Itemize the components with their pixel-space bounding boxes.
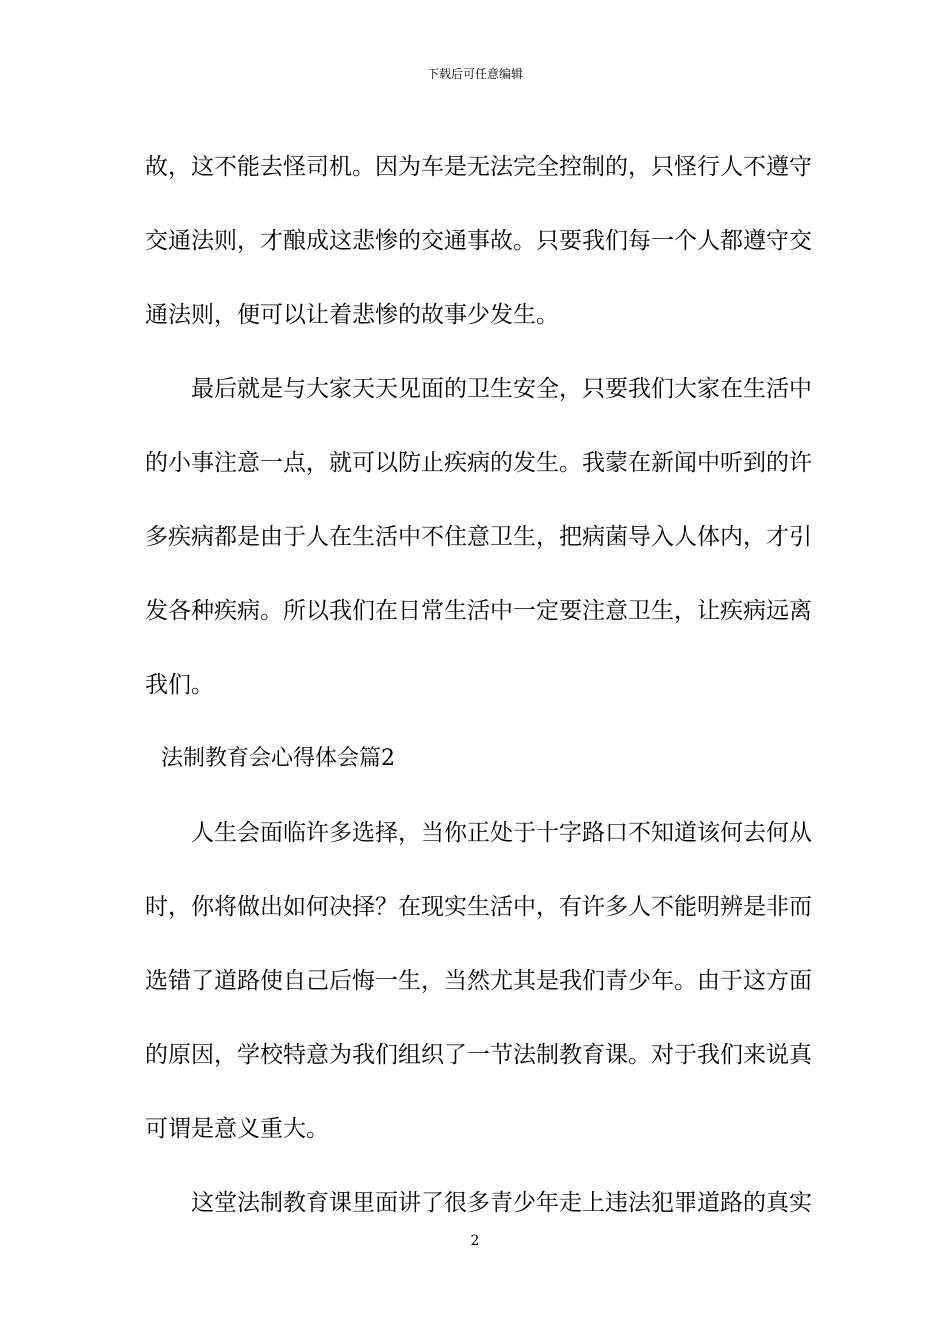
page-number: 2 — [470, 1233, 480, 1249]
text-line: 通法则，便可以让着悲惨的故事少发生。 — [145, 302, 559, 328]
text-line: 多疾病都是由于人在生活中不住意卫生，把病菌导入人体内，才引 — [145, 524, 812, 550]
text-line: 的小事注意一点，就可以防止疾病的发生。我蒙在新闻中听到的许 — [145, 450, 812, 476]
page-header: 下载后可任意编辑 — [426, 67, 523, 81]
text-line: 发各种疾病。所以我们在日常生活中一定要注意卫生，让疾病远离 — [145, 598, 812, 624]
text-line: 故，这不能去怪司机。因为车是无法完全控制的，只怪行人不遵守 — [145, 154, 812, 180]
paragraph-first-line: 最后就是与大家天天见面的卫生安全，只要我们大家在生活中 — [191, 376, 812, 402]
text-line: 我们。 — [145, 672, 214, 698]
text-line: 交通法则，才酿成这悲惨的交通事故。只要我们每一个人都遵守交 — [145, 228, 812, 254]
section-heading: 法制教育会心得体会篇2 — [161, 746, 395, 771]
text-line: 时，你将做出如何决择？在现实生活中，有许多人不能明辨是非而 — [145, 894, 812, 920]
text-line: 的原因，学校特意为我们组织了一节法制教育课。对于我们来说真 — [145, 1042, 812, 1068]
text-line: 选错了道路使自己后悔一生，当然尤其是我们青少年。由于这方面 — [145, 968, 812, 994]
document-body — [145, 130, 815, 1240]
paragraph-first-line: 人生会面临许多选择，当你正处于十字路口不知道该何去何从 — [191, 820, 812, 846]
text-line: 可谓是意义重大。 — [145, 1116, 329, 1142]
paragraph-first-line: 这堂法制教育课里面讲了很多青少年走上违法犯罪道路的真实 — [191, 1190, 812, 1216]
